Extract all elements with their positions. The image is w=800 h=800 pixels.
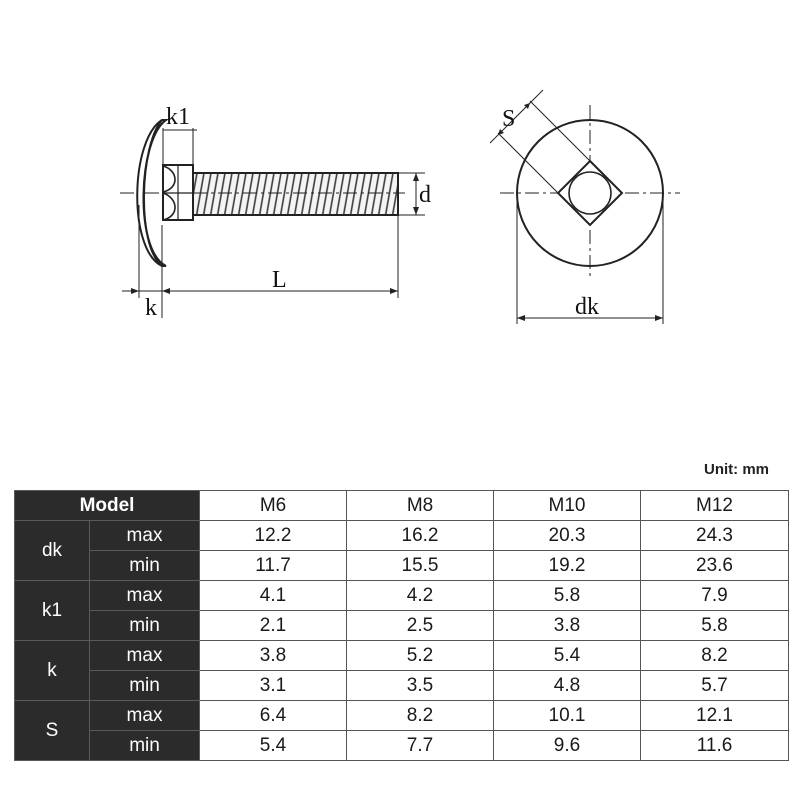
param-name: dk [15, 521, 90, 581]
param-name: k1 [15, 581, 90, 641]
table-cell: 12.2 [200, 521, 347, 551]
table-cell: 2.1 [200, 611, 347, 641]
table-cell: 16.2 [347, 521, 494, 551]
table-row [15, 581, 789, 611]
row-type: min [90, 551, 200, 581]
square-neck-outline [558, 161, 622, 225]
table-cell: 5.8 [494, 581, 641, 611]
table-header-row [15, 491, 789, 521]
label-k1: k1 [166, 104, 190, 130]
bolt-side-view [120, 104, 431, 321]
label-L: L [272, 267, 287, 293]
size-header: M10 [494, 491, 641, 521]
row-type: min [90, 671, 200, 701]
bolt-top-view [490, 90, 680, 324]
table-cell: 23.6 [641, 551, 789, 581]
square-neck [163, 165, 193, 220]
table-cell: 5.8 [641, 611, 789, 641]
table-cell: 5.4 [494, 641, 641, 671]
spec-table [14, 490, 789, 761]
table-row [15, 701, 789, 731]
row-type: max [90, 701, 200, 731]
row-type: max [90, 581, 200, 611]
label-k: k [145, 295, 157, 321]
table-cell: 3.8 [200, 641, 347, 671]
size-header: M8 [347, 491, 494, 521]
table-cell: 11.6 [641, 731, 789, 761]
table-cell: 3.8 [494, 611, 641, 641]
param-name: k [15, 641, 90, 701]
row-type: min [90, 611, 200, 641]
unit-label: Unit: mm [704, 461, 769, 478]
table-cell: 8.2 [347, 701, 494, 731]
table-cell: 4.8 [494, 671, 641, 701]
table-row [15, 641, 789, 671]
table-cell: 19.2 [494, 551, 641, 581]
row-type: max [90, 521, 200, 551]
table-row [15, 521, 789, 551]
label-S: S [502, 106, 516, 132]
table-cell: 2.5 [347, 611, 494, 641]
table-cell: 6.4 [200, 701, 347, 731]
label-d: d [419, 182, 431, 208]
table-cell: 4.2 [347, 581, 494, 611]
table-cell: 5.7 [641, 671, 789, 701]
table-cell: 9.6 [494, 731, 641, 761]
size-header: M6 [200, 491, 347, 521]
table-cell: 3.5 [347, 671, 494, 701]
table-cell: 20.3 [494, 521, 641, 551]
table-cell: 8.2 [641, 641, 789, 671]
table-cell: 4.1 [200, 581, 347, 611]
label-dk: dk [575, 294, 599, 320]
table-cell: 5.4 [200, 731, 347, 761]
table-row [15, 551, 789, 581]
table-row [15, 731, 789, 761]
table-cell: 10.1 [494, 701, 641, 731]
size-header: M12 [641, 491, 789, 521]
table-cell: 3.1 [200, 671, 347, 701]
table-cell: 12.1 [641, 701, 789, 731]
table-cell: 7.9 [641, 581, 789, 611]
table-row [15, 611, 789, 641]
row-type: min [90, 731, 200, 761]
row-type: max [90, 641, 200, 671]
table-cell: 7.7 [347, 731, 494, 761]
table-row [15, 671, 789, 701]
table-cell: 5.2 [347, 641, 494, 671]
table-cell: 24.3 [641, 521, 789, 551]
threaded-shank [193, 173, 398, 215]
table-cell: 15.5 [347, 551, 494, 581]
table-cell: 11.7 [200, 551, 347, 581]
param-name: S [15, 701, 90, 761]
model-header: Model [15, 491, 200, 521]
